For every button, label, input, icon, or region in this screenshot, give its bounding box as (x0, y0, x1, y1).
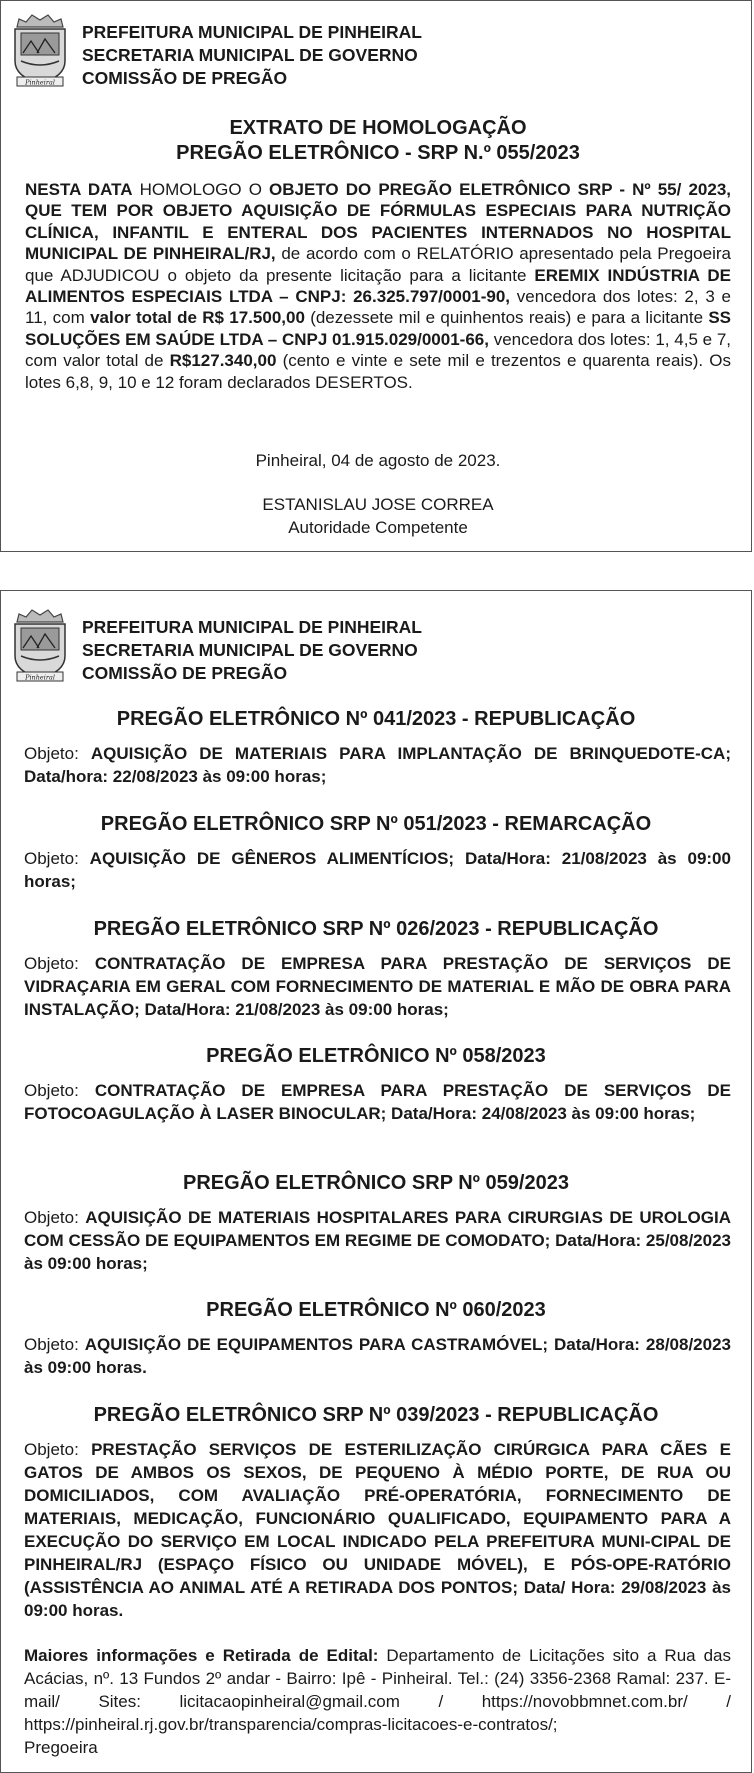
municipal-crest-icon (9, 11, 71, 89)
place-date: Pinheiral, 04 de agosto de 2023. (255, 451, 501, 470)
header-line-prefeitura: PREFEITURA MUNICIPAL DE PINHEIRAL (82, 617, 422, 637)
object-label: Objeto: (24, 1208, 86, 1227)
text: vencedora dos lotes: 1, 4,5 e 7, com valor total de (25, 329, 732, 371)
text: HOMOLOGO O (132, 180, 270, 199)
section-title: PREGÃO ELETRÔNICO SRP Nº 059/2023 (183, 1172, 569, 1194)
section-title: PREGÃO ELETRÔNICO SRP Nº 026/2023 - REPUBLICAÇÃO (93, 918, 659, 940)
object-text: AQUISIÇÃO DE EQUIPAMENTOS PARA CASTRAMÓVEL; Data/Hora: 28/08/2023 às 09:00 horas. (24, 1335, 731, 1377)
text: (dezessete mil e quinhentos reais) e para a licitante (304, 308, 709, 328)
text: de acordo com o RELATÓRIO apresentado pela Pregoeira que ADJUDICOU o objeto da presente licitação para a licitante (25, 244, 731, 285)
section-body (24, 1333, 731, 1379)
tender-notices (0, 590, 752, 1773)
section-title: PREGÃO ELETRÔNICO SRP Nº 051/2023 - REMARCAÇÃO (100, 813, 652, 835)
footer-text: Departamento de Licitações sito a Rua das Acácias, nº. 13 Fundos 2º andar - Bairro: Ipê - Pinheiral. Tel.: (24) 3356-2368 Ramal: 237. E-mail/ Sites: licitacaopinheiral@gmail.com / https://novobbmnet.com.br/ / https://pinheiral.rj.gov.br/transparencia/compras-licitacoes-e-contratos/; (24, 1646, 731, 1734)
section-body (24, 952, 731, 1021)
header-line-prefeitura: PREFEITURA MUNICIPAL DE PINHEIRAL (82, 22, 422, 42)
object-text: AQUISIÇÃO DE GÊNEROS ALIMENTÍCIOS; Data/Hora: 21/08/2023 às 09:00 horas; (24, 849, 731, 891)
header-line-secretaria: SECRETARIA MUNICIPAL DE GOVERNO (82, 45, 418, 65)
section-body (24, 1438, 731, 1622)
text-bold: EREMIX INDÚSTRIA DE ALIMENTOS ESPECIAIS LTDA – CNPJ: 26.325.797/0001-90, (25, 265, 731, 307)
footer-info (24, 1644, 731, 1736)
object-label: Objeto: (24, 1440, 92, 1459)
header-line-secretaria: SECRETARIA MUNICIPAL DE GOVERNO (82, 640, 418, 660)
signer-role: Autoridade Competente (288, 518, 468, 537)
object-text: CONTRATAÇÃO DE EMPRESA PARA PRESTAÇÃO DE SERVIÇOS DE FOTOCOAGULAÇÃO À LASER BINOCULAR; Data/Hora: 24/08/2023 às 09:00 horas; (24, 1081, 731, 1123)
object-text: AQUISIÇÃO DE MATERIAIS PARA IMPLANTAÇÃO DE BRINQUEDOTE-CA; Data/hora: 22/08/2023 às 09:00 horas; (24, 744, 731, 786)
text: (cento e vinte e sete mil e trezentos e quarenta reais). Os lotes 6,8, 9, 10 e 12 foram declarados DESERTOS. (25, 351, 731, 392)
section-body (24, 1079, 731, 1125)
section-title: PREGÃO ELETRÔNICO SRP Nº 039/2023 - REPUBLICAÇÃO (93, 1404, 659, 1426)
section-title: PREGÃO ELETRÔNICO Nº 060/2023 (206, 1299, 546, 1321)
object-text: CONTRATAÇÃO DE EMPRESA PARA PRESTAÇÃO DE SERVIÇOS DE VIDRAÇARIA EM GERAL COM FORNECIMENTO DE MATERIAL E MÃO DE OBRA PARA INSTALAÇÃO; Data/Hora: 21/08/2023 às 09:00 horas; (24, 954, 731, 1019)
homologation-paragraph (25, 179, 731, 393)
section-body (24, 742, 731, 788)
object-label: Objeto: (24, 849, 90, 868)
text-bold: R$127.340,00 (169, 351, 277, 371)
object-text: AQUISIÇÃO DE MATERIAIS HOSPITALARES PARA CIRURGIAS DE UROLOGIA COM CESSÃO DE EQUIPAMENTOS EM REGIME DE COMODATO; Data/Hora: 25/08/2023 às 09:00 horas; (24, 1208, 731, 1273)
homologation-notice (0, 0, 752, 552)
footer-signer: Pregoeira (24, 1738, 98, 1757)
text-bold: NESTA DATA (25, 180, 133, 199)
object-text: PRESTAÇÃO SERVIÇOS DE ESTERILIZAÇÃO CIRÚRGICA PARA CÃES E GATOS DE AMBOS OS SEXOS, DE PEQUENO À MÉDIO PORTE, DE RUA OU DOMICILIADOS, COM AVALIAÇÃO PRÉ-OPERATÓRIA, FORNECIMENTO DE MATERIAIS, MEDICAÇÃO, FUNCIONÁRIO QUALIFICADO, EQUIPAMENTO PARA A EXECUÇÃO DO SERVIÇO EM LOCAL INDICADO PELA PREFEITURA MUNI-CIPAL DE PINHEIRAL/RJ (ESPAÇO FÍSICO OU UNIDADE MÓVEL), E PÓS-OPE-RATÓRIO (ASSISTÊNCIA AO ANIMAL ATÉ A RETIRADA DOS PONTOS; Data/ Hora: 29/08/2023 às 09:00 horas. (24, 1440, 731, 1620)
header-line-comissao: COMISSÃO DE PREGÃO (82, 663, 288, 683)
text-bold: valor total de R$ 17.500,00 (90, 308, 305, 328)
crest-label: Pinheiral (25, 673, 55, 682)
section-title: PREGÃO ELETRÔNICO Nº 058/2023 (206, 1045, 546, 1067)
notice-title: EXTRATO DE HOMOLOGAÇÃO (229, 117, 527, 139)
signer-name: ESTANISLAU JOSE CORREA (262, 495, 494, 514)
text-bold: OBJETO DO PREGÃO ELETRÔNICO SRP - Nº 55/ 2023, QUE TEM POR OBJETO AQUISIÇÃO DE FÓRMULAS ESPECIAIS PARA NUTRIÇÃO CLÍNICA, INFANTIL E ENTERAL DOS PACIENTES INTERNADOS NO HOSPITAL MUNICIPAL DE PINHEIRAL/RJ, (25, 180, 731, 264)
object-label: Objeto: (24, 1081, 95, 1100)
notice-subtitle: PREGÃO ELETRÔNICO - SRP N.º 055/2023 (176, 142, 580, 164)
municipal-crest-icon (9, 606, 71, 684)
section-title: PREGÃO ELETRÔNICO Nº 041/2023 - REPUBLICAÇÃO (116, 708, 636, 730)
text: vencedora dos lotes: 2, 3 e 11, com (25, 287, 732, 328)
crest-label: Pinheiral (25, 78, 55, 87)
section-body (24, 847, 731, 893)
object-label: Objeto: (24, 744, 91, 763)
object-label: Objeto: (24, 954, 95, 973)
footer-label: Maiores informações e Retirada de Edital: (24, 1646, 379, 1665)
text-bold: SS SOLUÇÕES EM SAÚDE LTDA – CNPJ 01.915.029/0001-66, (25, 308, 732, 349)
section-body (24, 1206, 731, 1275)
header-line-comissao: COMISSÃO DE PREGÃO (82, 68, 288, 88)
object-label: Objeto: (24, 1335, 85, 1354)
